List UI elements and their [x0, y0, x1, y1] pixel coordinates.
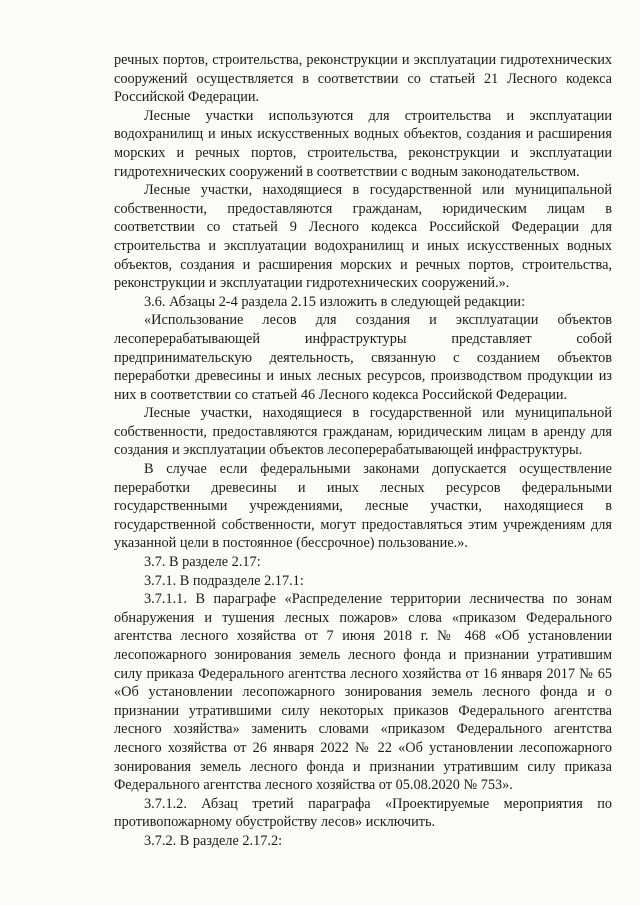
clause-3-7-1-2: 3.7.1.2. Абзац третий параграфа «Проектируемые мероприятия по противопожарному обустройству лесов» исключить.: [114, 795, 612, 831]
clause-3-6: 3.6. Абзацы 2-4 раздела 2.15 изложить в следующей редакции:: [144, 293, 526, 310]
document-body: [114, 51, 612, 851]
clause-3-7-1-1: 3.7.1.1. В параграфе «Распределение территории лесничества по зонам обнаружения и тушения лесных пожаров» слова «приказом Федерального агентства лесного хозяйства от 7 июня 2018 г. № 468 «Об установлении лесопожарного зонирования земель лесного фонда и признании утратившим силу приказа Федерального агентства лесного хозяйства от 16 января 2017 № 65 «Об установлении лесопожарного зонирования земель лесного фонда и о признании утратившими силу некоторых приказов Федерального агентства лесного хозяйства» заменить словами «приказом Федерального агентства лесного хозяйства от 26 января 2022 № 22 «Об установлении лесопожарного зонирования земель лесного фонда и признании утратившим силу приказа Федерального агентства лесного хозяйства от 05.08.2020 № 753».: [114, 591, 612, 794]
paragraph-federal-institutions: В случае если федеральными законами допускается осуществление переработки древесины и иных лесных ресурсов федеральными государственными учреждениями, лесные участки, находящиеся в государственной собственности, могут предоставляться этим учреждениям для указанной цели в постоянное (бессрочное) пользование.».: [114, 461, 612, 552]
paragraph-continuation: речных портов, строительства, реконструкции и эксплуатации гидротехнических сооружений осуществляется в соответствии со статьей 21 Лесного кодекса Российской Федерации.: [114, 52, 612, 106]
paragraph-forest-plots-water-use: Лесные участки используются для строительства и эксплуатации водохранилищ и иных искусственных водных объектов, создания и расширения морских и речных портов, строительства, реконструкции и эксплуатации гидротехнических сооружений в соответствии с водным законодательством.: [114, 107, 612, 180]
clause-3-7-1: 3.7.1. В подразделе 2.17.1:: [144, 572, 304, 589]
clause-3-7-2: 3.7.2. В разделе 2.17.2:: [144, 832, 283, 849]
paragraph-forest-plots-lease: Лесные участки, находящиеся в государственной или муниципальной собственности, предоставляются гражданам, юридическим лицам в аренду для создания и эксплуатации объектов лесоперерабатывающей инфраструктуры.: [114, 405, 612, 459]
clause-3-7: 3.7. В разделе 2.17:: [144, 554, 261, 571]
paragraph-forest-processing-use: «Использование лесов для создания и эксплуатации объектов лесоперерабатывающей инфраструктуры представляет собой предпринимательскую деятельность, связанную с созданием объектов переработки древесины и иных лесных ресурсов, производством продукции из них в соответствии со статьей 46 Лесного кодекса Российской Федерации.: [114, 312, 612, 403]
paragraph-forest-plots-provision: Лесные участки, находящиеся в государственной или муниципальной собственности, предоставляются гражданам, юридическим лицам в соответствии со статьей 9 Лесного кодекса Российской Федерации для строительства и эксплуатации водохранилищ и иных искусственных водных объектов, создания и расширения морских и речных портов, строительства, реконструкции и эксплуатации гидротехнических сооружений.».: [114, 182, 612, 292]
